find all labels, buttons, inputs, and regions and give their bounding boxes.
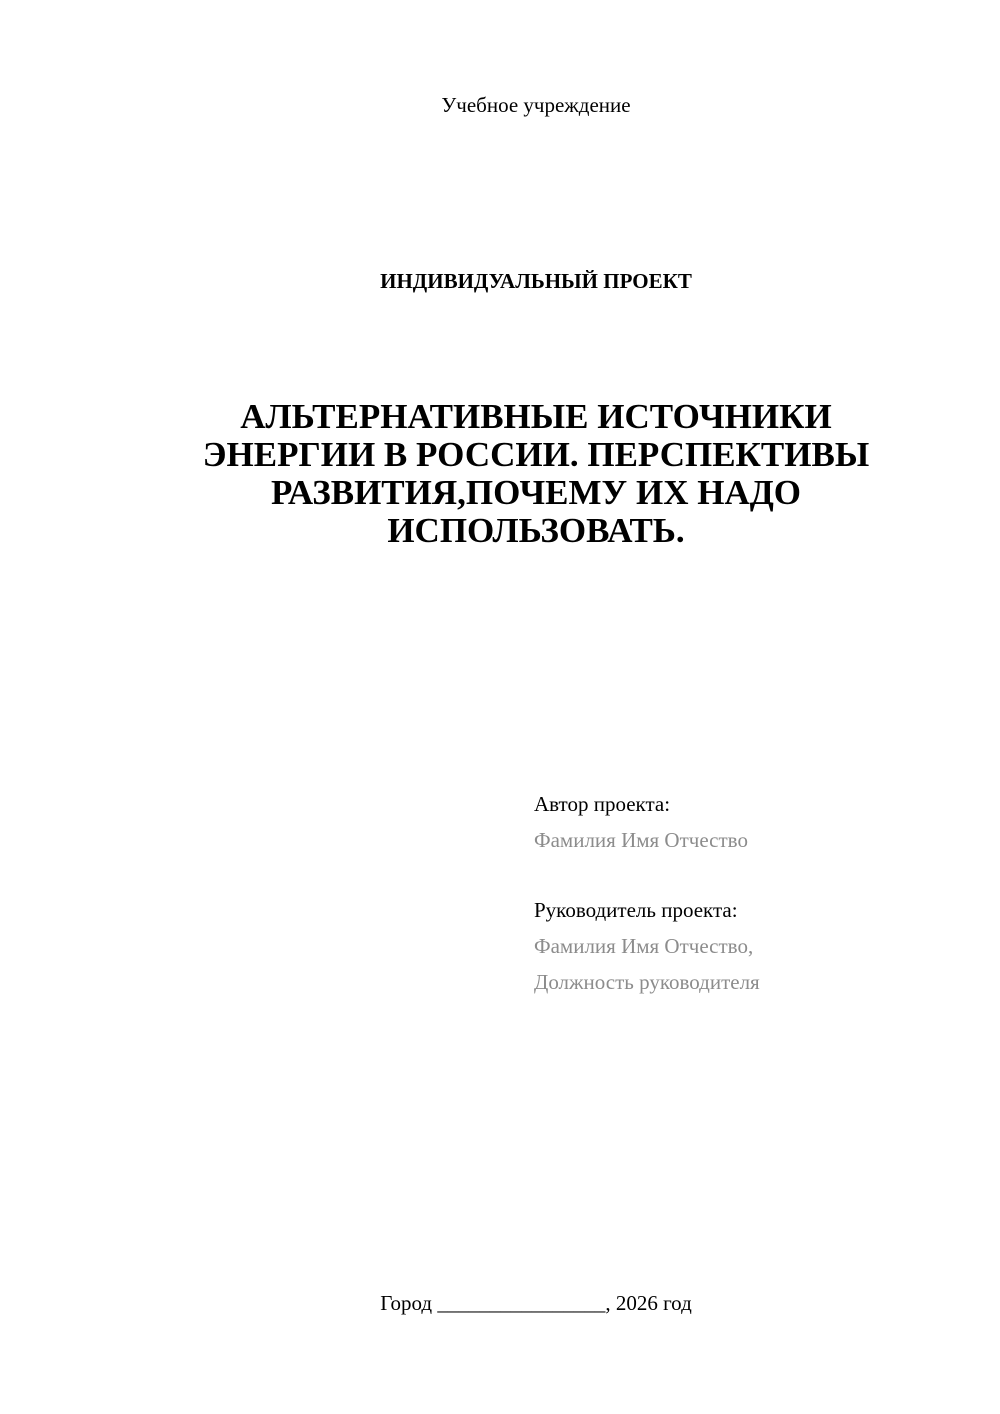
author-label: Автор проекта: [534,792,671,816]
project-type: ИНДИВИДУАЛЬНЫЙ ПРОЕКТ [380,269,692,293]
project-title [140,398,932,550]
institution-name: Учебное учреждение [441,93,631,117]
supervisor-block [534,892,974,1000]
author-name: Фамилия Имя Отчество [534,828,748,852]
supervisor-position: Должность руководителя [534,970,760,994]
project-title-line: ЭНЕРГИИ В РОССИИ. ПЕРСПЕКТИВЫ [202,435,870,474]
supervisor-name: Фамилия Имя Отчество, [534,934,754,958]
project-title-line: АЛЬТЕРНАТИВНЫЕ ИСТОЧНИКИ [240,397,832,436]
city-year-line: Город ________________, 2026 год [380,1291,692,1315]
supervisor-label: Руководитель проекта: [534,898,738,922]
author-block [534,786,974,858]
project-title-line: РАЗВИТИЯ,ПОЧЕМУ ИХ НАДО [270,473,802,512]
project-title-line: ИСПОЛЬЗОВАТЬ. [387,511,685,550]
